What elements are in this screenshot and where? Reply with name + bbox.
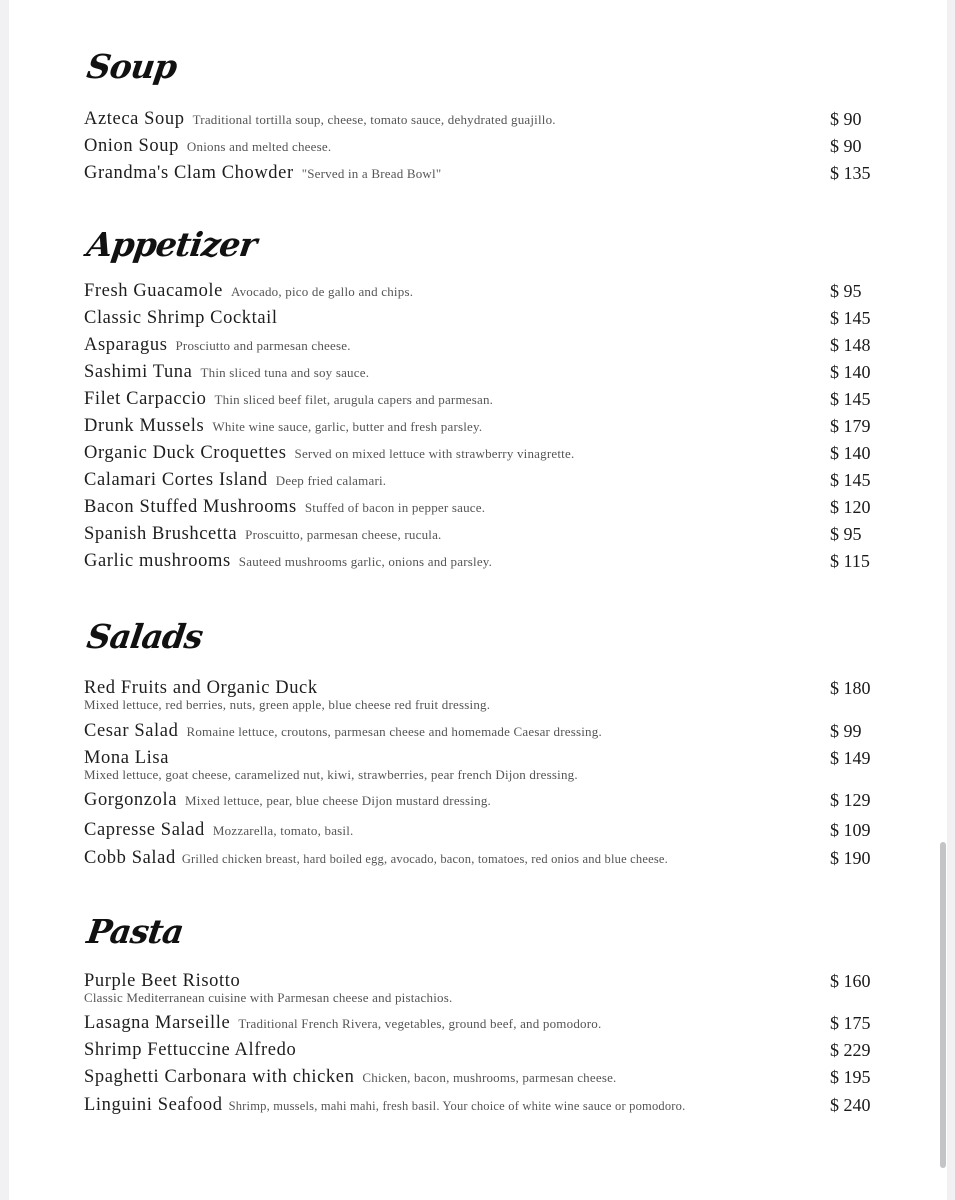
menu-item (84, 971, 884, 1004)
item-price: $ 195 (830, 1067, 871, 1087)
item-price: $ 120 (830, 497, 871, 517)
item-price: $ 240 (830, 1095, 871, 1115)
item-description: Avocado, pico de gallo and chips. (230, 284, 414, 299)
item-description: Mozzarella, tomato, basil. (212, 823, 354, 838)
menu-item (84, 308, 884, 328)
item-description: Proscuitto, parmesan cheese, rucula. (245, 527, 442, 542)
item-name: Mona Lisa (84, 748, 170, 768)
item-name: Classic Shrimp Cocktail (84, 308, 278, 328)
item-description: Traditional tortilla soup, cheese, tomato sauce, dehydrated guajillo. (192, 112, 556, 127)
item-price: $ 109 (830, 820, 871, 840)
menu-item (84, 1013, 884, 1033)
item-description: Romaine lettuce, croutons, parmesan cheese and homemade Caesar dressing. (186, 724, 602, 739)
menu-item (84, 443, 884, 463)
item-price: $ 90 (830, 109, 862, 129)
item-name: Purple Beet Risotto (84, 971, 241, 991)
item-description: Stuffed of bacon in pepper sauce. (304, 500, 486, 515)
menu-item (84, 281, 884, 301)
item-description: Prosciutto and parmesan cheese. (175, 338, 351, 353)
item-price: $ 145 (830, 470, 871, 490)
item-name: Filet Carpaccio (84, 389, 207, 409)
item-price: $ 129 (830, 790, 871, 810)
item-price: $ 90 (830, 136, 862, 156)
menu-item (84, 790, 884, 810)
section-title: Soup (84, 47, 179, 86)
item-name: Lasagna Marseille (84, 1013, 231, 1033)
item-name: Spanish Brushcetta (84, 524, 238, 544)
item-description: Thin sliced beef filet, arugula capers and parmesan. (214, 392, 494, 407)
item-price: $ 148 (830, 335, 871, 355)
item-description: Served on mixed lettuce with strawberry vinagrette. (294, 446, 575, 461)
menu-item (84, 470, 884, 490)
menu-item (84, 551, 884, 571)
item-description: Sauteed mushrooms garlic, onions and parsley. (238, 554, 493, 569)
item-name: Shrimp Fettuccine Alfredo (84, 1040, 297, 1060)
item-name: Capresse Salad (84, 820, 205, 840)
item-name: Onion Soup (84, 136, 179, 156)
item-name: Asparagus (84, 335, 168, 355)
item-price: $ 135 (830, 163, 871, 183)
item-price: $ 229 (830, 1040, 871, 1060)
item-description: "Served in a Bread Bowl" (301, 166, 442, 181)
item-description: Grilled chicken breast, hard boiled egg, avocado, bacon, tomatoes, red onios and blue cheese. (181, 852, 668, 866)
item-price: $ 180 (830, 678, 871, 698)
section-title: Pasta (84, 912, 186, 951)
menu-item (84, 848, 884, 868)
item-price: $ 99 (830, 721, 862, 741)
item-description: Classic Mediterranean cuisine with Parmesan cheese and pistachios. (84, 990, 453, 1005)
item-price: $ 140 (830, 362, 871, 382)
menu-item (84, 335, 884, 355)
item-price: $ 190 (830, 848, 871, 868)
item-price: $ 145 (830, 389, 871, 409)
item-name: Sashimi Tuna (84, 362, 193, 382)
item-description: Shrimp, mussels, mahi mahi, fresh basil. Your choice of white wine sauce or pomodoro. (228, 1099, 686, 1113)
item-name: Cesar Salad (84, 721, 179, 741)
menu-item (84, 748, 884, 781)
menu-item (84, 497, 884, 517)
item-price: $ 160 (830, 971, 871, 991)
menu-item (84, 109, 884, 129)
item-name: Organic Duck Croquettes (84, 443, 287, 463)
item-name: Linguini Seafood (84, 1095, 223, 1115)
section-title: Appetizer (84, 225, 259, 264)
menu-item (84, 416, 884, 436)
item-description: Mixed lettuce, pear, blue cheese Dijon mustard dressing. (185, 793, 491, 808)
item-price: $ 175 (830, 1013, 871, 1033)
item-name: Gorgonzola (84, 790, 177, 810)
item-price: $ 95 (830, 524, 862, 544)
item-description: White wine sauce, garlic, butter and fresh parsley. (212, 419, 483, 434)
item-description: Thin sliced tuna and soy sauce. (200, 365, 370, 380)
item-name: Grandma's Clam Chowder (84, 163, 294, 183)
menu-item (84, 1095, 884, 1115)
item-price: $ 145 (830, 308, 871, 328)
item-name: Red Fruits and Organic Duck (84, 678, 318, 698)
item-name: Azteca Soup (84, 109, 185, 129)
item-description: Chicken, bacon, mushrooms, parmesan cheese. (362, 1070, 617, 1085)
item-description: Onions and melted cheese. (186, 139, 332, 154)
menu-item (84, 1040, 884, 1060)
scrollbar-thumb[interactable] (940, 842, 946, 1168)
menu-item (84, 1067, 884, 1087)
menu-item (84, 389, 884, 409)
menu-item (84, 820, 884, 840)
section-appetizer (84, 225, 884, 571)
menu-item (84, 136, 884, 156)
section-salads (84, 617, 884, 868)
menu-item (84, 721, 884, 741)
menu-item (84, 678, 884, 711)
item-description: Deep fried calamari. (275, 473, 387, 488)
section-title: Salads (84, 617, 205, 656)
item-name: Spaghetti Carbonara with chicken (84, 1067, 355, 1087)
menu-item (84, 362, 884, 382)
menu-item (84, 163, 884, 183)
item-price: $ 140 (830, 443, 871, 463)
item-price: $ 179 (830, 416, 871, 436)
item-name: Fresh Guacamole (84, 281, 223, 301)
item-price: $ 149 (830, 748, 871, 768)
item-description: Mixed lettuce, red berries, nuts, green apple, blue cheese red fruit dressing. (84, 697, 491, 712)
item-name: Drunk Mussels (84, 416, 205, 436)
section-pasta (84, 912, 884, 1115)
item-price: $ 115 (830, 551, 870, 571)
item-name: Bacon Stuffed Mushrooms (84, 497, 297, 517)
item-name: Calamari Cortes Island (84, 470, 268, 490)
section-soup (84, 47, 884, 183)
item-description: Mixed lettuce, goat cheese, caramelized nut, kiwi, strawberries, pear french Dijon dressing. (84, 767, 578, 782)
item-name: Garlic mushrooms (84, 551, 231, 571)
item-price: $ 95 (830, 281, 862, 301)
item-description: Traditional French Rivera, vegetables, ground beef, and pomodoro. (238, 1016, 602, 1031)
menu-item (84, 524, 884, 544)
item-name: Cobb Salad (84, 848, 176, 868)
